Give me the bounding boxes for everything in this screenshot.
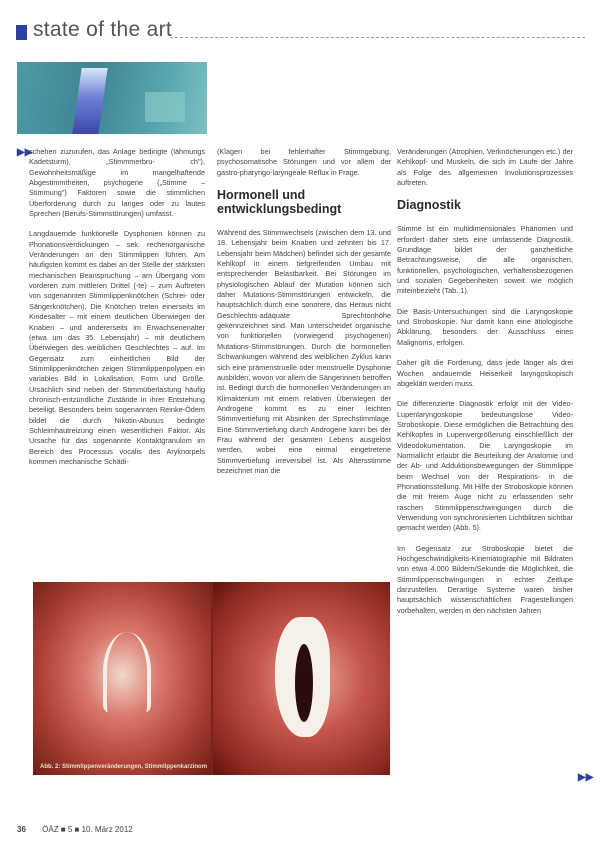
column-right	[397, 147, 573, 626]
header-image-streak	[72, 68, 107, 134]
section-marker-icon	[16, 25, 27, 40]
page-number: 36	[17, 825, 26, 834]
page-header	[0, 18, 601, 48]
section-heading: Diagnostik	[397, 198, 461, 213]
journal-info: ÖÄZ ■ 5 ■ 10. März 2012	[42, 825, 133, 834]
column-left	[29, 147, 205, 477]
figure-caption: Abb. 2: Stimmlippenveränderungen, Stimmlippenkarzinom	[40, 764, 208, 770]
section-title: state of the art	[33, 18, 173, 41]
paragraph: Langdauernde funktionelle Dysphonien können zu Phonationsverdickungen – sek. rechenorganische Veränderungen an den Stimmlippen führen. Am häufigsten kommt es dabei an der Stelle der stärksten mechanischen Beanspruchung – am Übergang vom vorderen zum mittleren Drittel (-te) – zum Auftreten von sogenannten Stimmlippenknötchen (Schrei- oder Sängerknötchen). Die Knötchen treten einerseits im Kindesalter – mit einem deutlichen Überwiegen der Knaben – und andererseits im Erwachsenenalter (etwa um das 35. Lebensjahr) – mit deutlichem Überwiegen des weiblichen Geschlechtes – auf. Im Gegensatz zum einheitlichen Bild der Stimmlippenknötchen zeigen Stimmlippenpolypen ein variables Bild in Lokalisation, Form und Größe. Ursächlich sind neben der Stimmüberlastung häufig chronisch-entzündliche Zustände in ihrer Entstehung beteiligt. Besonders beim sogenannten Reinke-Ödem bildet die durch Nikotin-Abusus bedingte Schleimhautreizung einen wesentlichen Faktor. Als Ursache für das sogenannte Kontaktgranulom im Bereich des Processus vocalis des Aryknorpels kommen mechanische Schädi-	[29, 229, 205, 466]
endoscopy-image-right	[213, 582, 390, 775]
endoscopy-image-left	[33, 582, 211, 775]
paragraph: Stimme ist ein multidimensionales Phänomen und erfordert daher stets eine umfassende Diagnostik. Grundlage bildet der ganzheitliche Betrachtungsweise, die alle organischen, funktionellen, psychologischen, verhaltensbezogenen und sozialen Gegebenheiten soweit wie möglich miteinbezieht (Tab. 1).	[397, 224, 573, 296]
section-heading: Hormonell und entwicklungsbedingt	[217, 188, 342, 217]
header-image-patch	[145, 92, 185, 122]
header-rule	[170, 37, 585, 38]
continued-arrow-icon: ▶▶	[17, 147, 33, 158]
header-image	[17, 62, 207, 134]
page-footer	[17, 825, 133, 834]
vocal-cords-shape	[103, 632, 151, 712]
paragraph: schehen zuzurufen, das Anlage bedingte (lähmungs Kadetsturm), „Stimmmerbru- ch"), Gewohnheitsmäßige im mangelhaftende Abgestimmtheiten, psychogene („Stimme – Stimmung") Faktoren sowie die stimmlichen Überforderung durch zu langes oder zu lautes Sprechen (Berufs-Stimmstörungen) umfasst.	[29, 147, 205, 219]
column-middle	[217, 147, 391, 486]
paragraph: Die Basis-Untersuchungen sind die Laryngoskopie und Stroboskopie. Nur damit kann eine ätiologische Abklärung, besonders der Ausschluss eines Malignoms, erfolgen.	[397, 306, 573, 347]
paragraph: Während des Stimmwechsels (zwischen dem 13. und 18. Lebensjahr beim Knaben und zehnten bis 17. Lebensjahr beim Mädchen) befindet sich der gesamte Kehlkopf in einem tiefgreifenden Umbau mit entsprechender Belastbarkeit. Bei Störungen im physiologischen Ablauf der Mutation können sich daher Mutations-Stimmstörungen entwickeln, die hauptsächlich durch eine sonorere, das Heraus nicht Geschlechts-adäquate Sprechtonhöhe gekennzeichnet sind. Man unterscheidet organische von funktionellen (vorwiegend psychogenen) Mutations-Stimmstörungen. Durch die hormonellen Schwankungen während des weiblichen Zyklus kann sich eine prämenstruelle oder menstruelle Dysphonie ausbilden, wovon vor allem die Sängerinnen betroffen ist. Bedingt durch die hormonellen Veränderungen im Klimakterium mit einem relativen Überwiegen der Androgene kommt es zu einer leichten Stimmvertiefung mit Absinken der Sprechstimmlage. Eine Stimmvertiefung durch Androgene kann bei der Frau während der gesamten Lebens ausgelöst werden, wobei eine einmal eingetretene Stimmvertiefung irreversibel ist. Als Altersstimme bezeichnet man die	[217, 228, 392, 475]
glottis-shape	[295, 644, 313, 722]
figure-endoscopy	[33, 582, 390, 775]
paragraph: Die differenzierte Diagnostik erfolgt mit der Video-Lupenlaryngoskopie bedeutungslose Video-Stroboskopie. Diese ermöglichen die Betrachtung des Kehlkopfes in Lupenvergrößerung einschließlich der Videodokumentation. Die Laryngoskopie im Normallicht erlaubt die Beurteilung der Anatomie und der Ab- und Adduktionsbewegungen der Stimmlippe beim Wechsel von der Respirations- in die Phonationsstellung. Mit Hilfe der Stroboskopie können die mit freiem Auge nicht zu erfassenden sehr raschen Stimmlippenschwingungen durch die Verwendung von synchronisierten Lichtblitzen sichtbar gemacht werden (Abb. 5).	[397, 399, 573, 533]
paragraph: (Klagen bei fehlerhafter Stimmgebung, psychosomatische Störungen und vor allem der gastro-pharyngo-laryngeale Reflux in Frage.	[217, 147, 391, 177]
paragraph: Veränderungen (Atrophien, Verknöcherungen etc.) der Kehlkopf- und Muskeln, die sich im Laufe der Jahre als Folge des allgemeinen Involutionsprozesses auftreten.	[397, 147, 573, 188]
continued-arrow-icon: ▶▶	[578, 772, 594, 783]
paragraph: Im Gegensatz zur Stroboskopie bietet die Hochgeschwindigkeits-Kinematographie mit Bildraten von etwa 4.000 Bildern/Sekunde die Möglichkeit, die Stimmlippenschwingungen in echter Zeitlupe darzustellen. Derartige Systeme waren bisher hauptsächlich wissenschaftlichen Fragestellungen vorbehalten, werden in den nächsten Jahren	[397, 543, 573, 615]
paragraph: Daher gilt die Forderung, dass jede länger als drei Wochen andauernde Heiserkeit laryngoskopisch abgeklärt werden muss.	[397, 358, 573, 388]
